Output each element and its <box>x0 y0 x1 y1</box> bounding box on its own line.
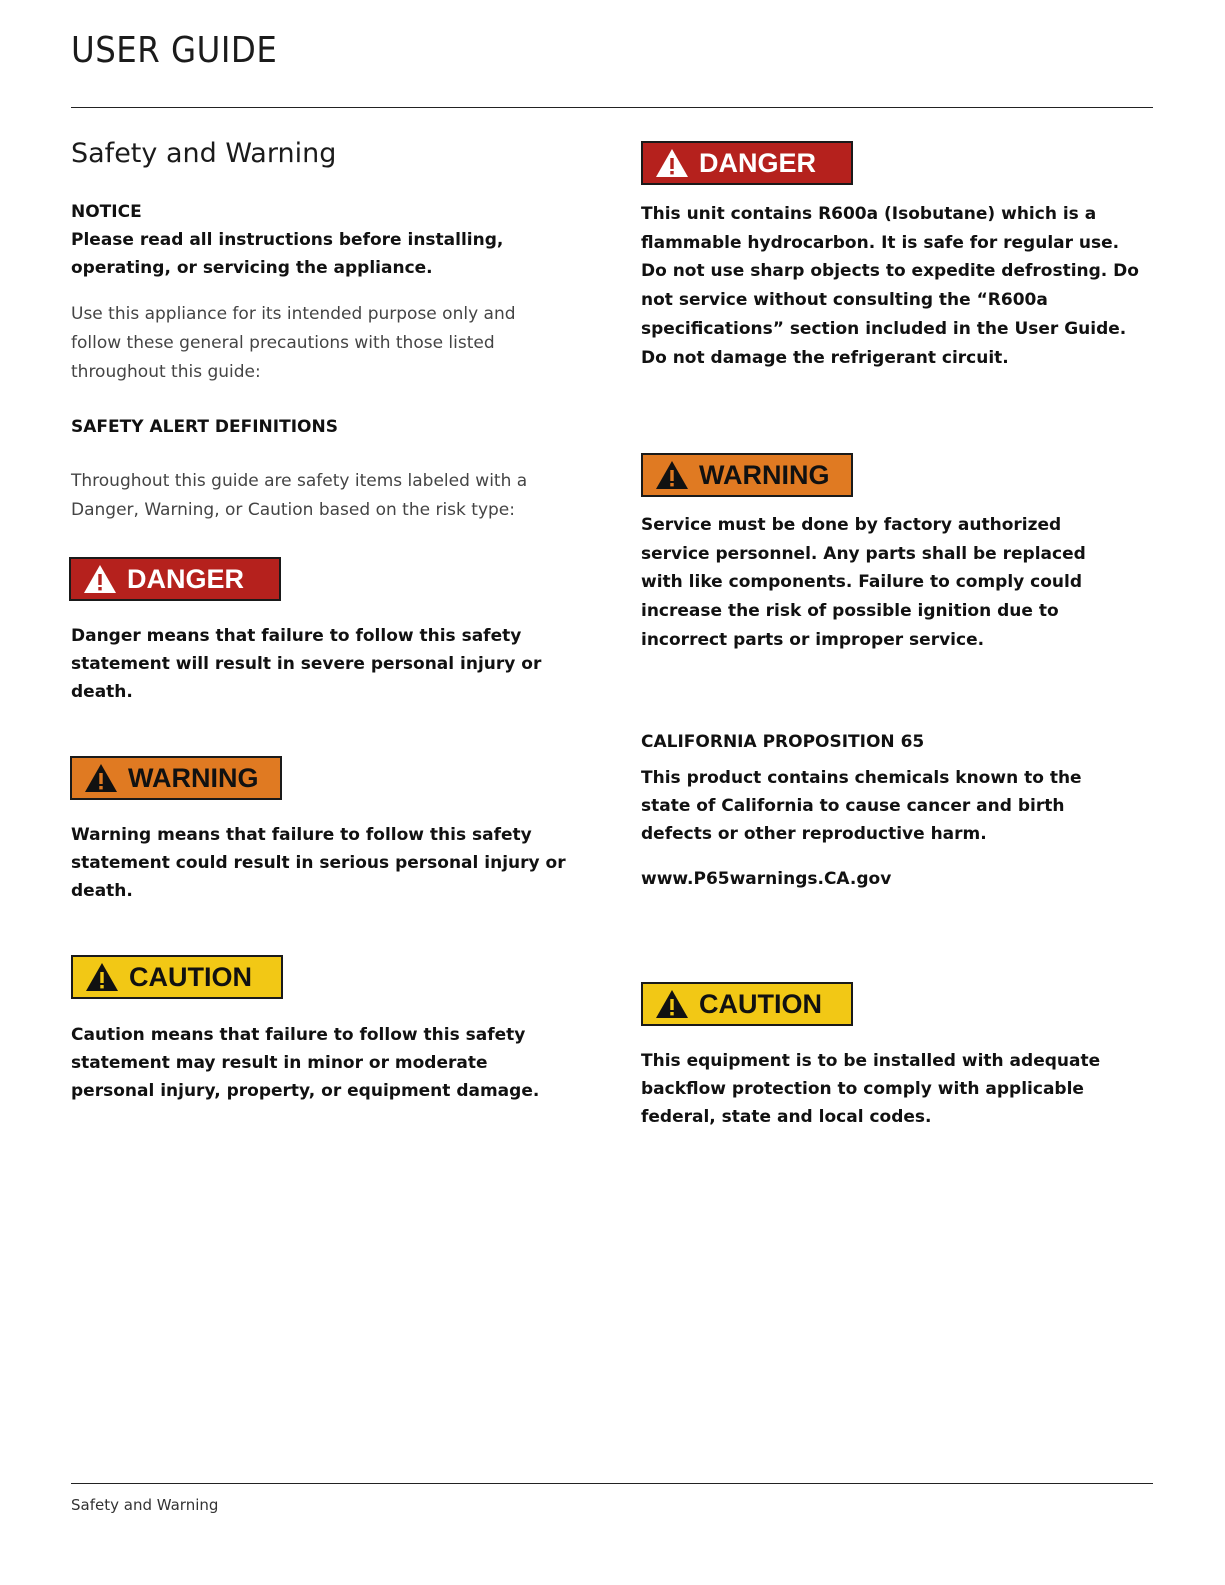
header-divider <box>71 107 1153 108</box>
r600a-danger-text: This unit contains R600a (Isobutane) which is a flammable hydrocarbon. It is safe for regular use. Do not use sharp objects to expedite defrosting. Do not service without consulting the “R600a specifications” section included in the User Guide. Do not damage the refrigerant circuit. <box>641 204 1139 368</box>
warning-triangle-icon <box>655 460 689 490</box>
warning-definition: Warning means that failure to follow this safety statement could result in serious personal injury or death. <box>71 825 566 901</box>
caution-label-text: CAUTION <box>129 961 252 992</box>
prop65-link[interactable]: www.P65warnings.CA.gov <box>641 869 892 889</box>
warning-label-right <box>641 453 853 497</box>
warning-triangle-icon <box>83 564 117 594</box>
caution-label-right <box>641 982 853 1026</box>
page-title: USER GUIDE <box>71 30 278 71</box>
warning-triangle-icon <box>85 962 119 992</box>
warning-label-left <box>70 756 282 800</box>
backflow-caution-text: This equipment is to be installed with adequate backflow protection to comply with applicable federal, state and local codes. <box>641 1051 1101 1127</box>
definitions-intro: Throughout this guide are safety items labeled with a Danger, Warning, or Caution based on the risk type: <box>71 471 528 520</box>
warning-triangle-icon <box>655 148 689 178</box>
prop65-heading: CALIFORNIA PROPOSITION 65 <box>641 732 925 752</box>
danger-label-right <box>641 141 853 185</box>
warning-label-text: WARNING <box>128 762 259 793</box>
caution-label-left <box>71 955 283 999</box>
notice-heading: NOTICE <box>71 202 142 222</box>
warning-label-text: WARNING <box>699 459 830 490</box>
danger-label-left <box>69 557 281 601</box>
warning-triangle-icon <box>84 763 118 793</box>
definitions-heading: SAFETY ALERT DEFINITIONS <box>71 417 338 437</box>
footer-section-name: Safety and Warning <box>71 1496 219 1514</box>
intro-text: Use this appliance for its intended purpose only and follow these general precautions with those listed throughout this guide: <box>71 304 516 382</box>
footer-divider <box>71 1483 1153 1484</box>
danger-definition: Danger means that failure to follow this safety statement will result in severe personal injury or death. <box>71 626 542 702</box>
notice-block <box>71 198 541 282</box>
caution-definition: Caution means that failure to follow this safety statement may result in minor or moderate personal injury, property, or equipment damage. <box>71 1025 540 1101</box>
danger-label-text: DANGER <box>127 563 245 594</box>
service-warning-text: Service must be done by factory authorized service personnel. Any parts shall be replaced with like components. Failure to comply could increase the risk of possible ignition due to incorrect parts or improper service. <box>641 515 1086 650</box>
section-title: Safety and Warning <box>71 138 337 169</box>
warning-triangle-icon <box>655 989 689 1019</box>
notice-text: Please read all instructions before installing, operating, or servicing the appliance. <box>71 230 504 278</box>
danger-label-text: DANGER <box>699 147 817 178</box>
left-column <box>71 136 571 197</box>
prop65-text: This product contains chemicals known to the state of California to cause cancer and birth defects or other reproductive harm. <box>641 768 1082 844</box>
caution-label-text: CAUTION <box>699 988 822 1019</box>
